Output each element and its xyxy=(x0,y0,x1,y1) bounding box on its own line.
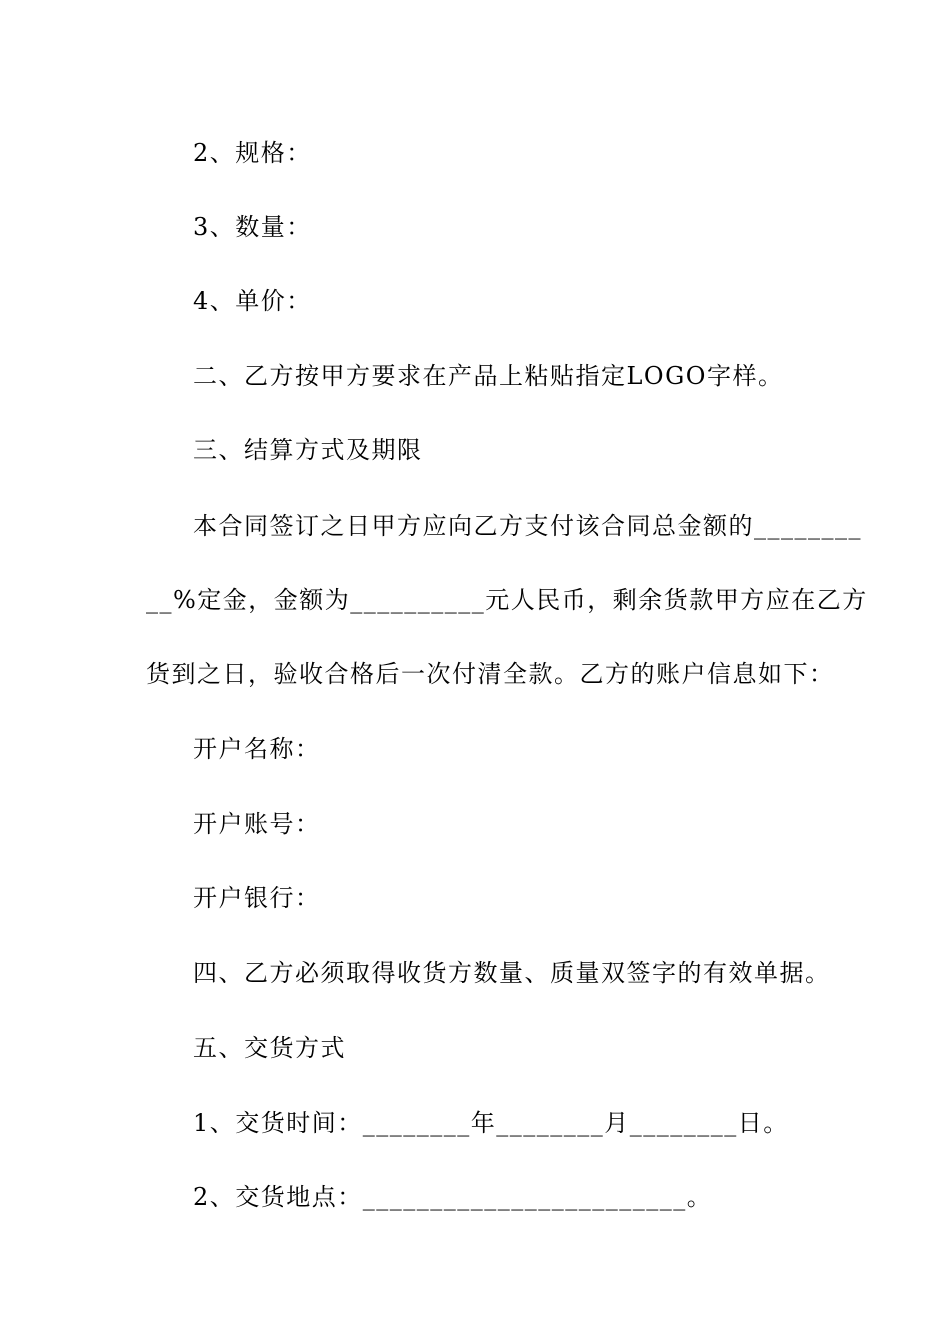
delivery-place-line: 2、交货地点：________________________。 xyxy=(193,1183,713,1211)
account-name-line: 开户名称： xyxy=(193,735,321,763)
delivery-time-line: 1、交货时间：________年________月________日。 xyxy=(193,1109,789,1137)
payment-paragraph-line-3: 货到之日，验收合格后一次付清全款。乙方的账户信息如下： xyxy=(146,660,835,688)
unit-price-line: 4、单价： xyxy=(193,287,312,315)
quantity-line: 3、数量： xyxy=(193,213,312,241)
account-bank-line: 开户银行： xyxy=(193,884,321,912)
payment-paragraph-line-1: 本合同签订之日甲方应向乙方支付该合同总金额的________ xyxy=(193,512,862,540)
account-number-line: 开户账号： xyxy=(193,810,321,838)
spec-line: 2、规格： xyxy=(193,139,312,167)
section-five-heading: 五、交货方式 xyxy=(193,1034,346,1062)
section-three-heading: 三、结算方式及期限 xyxy=(193,436,423,464)
payment-paragraph-line-2: __%定金，金额为__________元人民币，剩余货款甲方应在乙方 xyxy=(146,586,868,614)
section-two-logo: 二、乙方按甲方要求在产品上粘贴指定LOGO字样。 xyxy=(193,362,784,390)
section-four-receipt: 四、乙方必须取得收货方数量、质量双签字的有效单据。 xyxy=(193,959,831,987)
